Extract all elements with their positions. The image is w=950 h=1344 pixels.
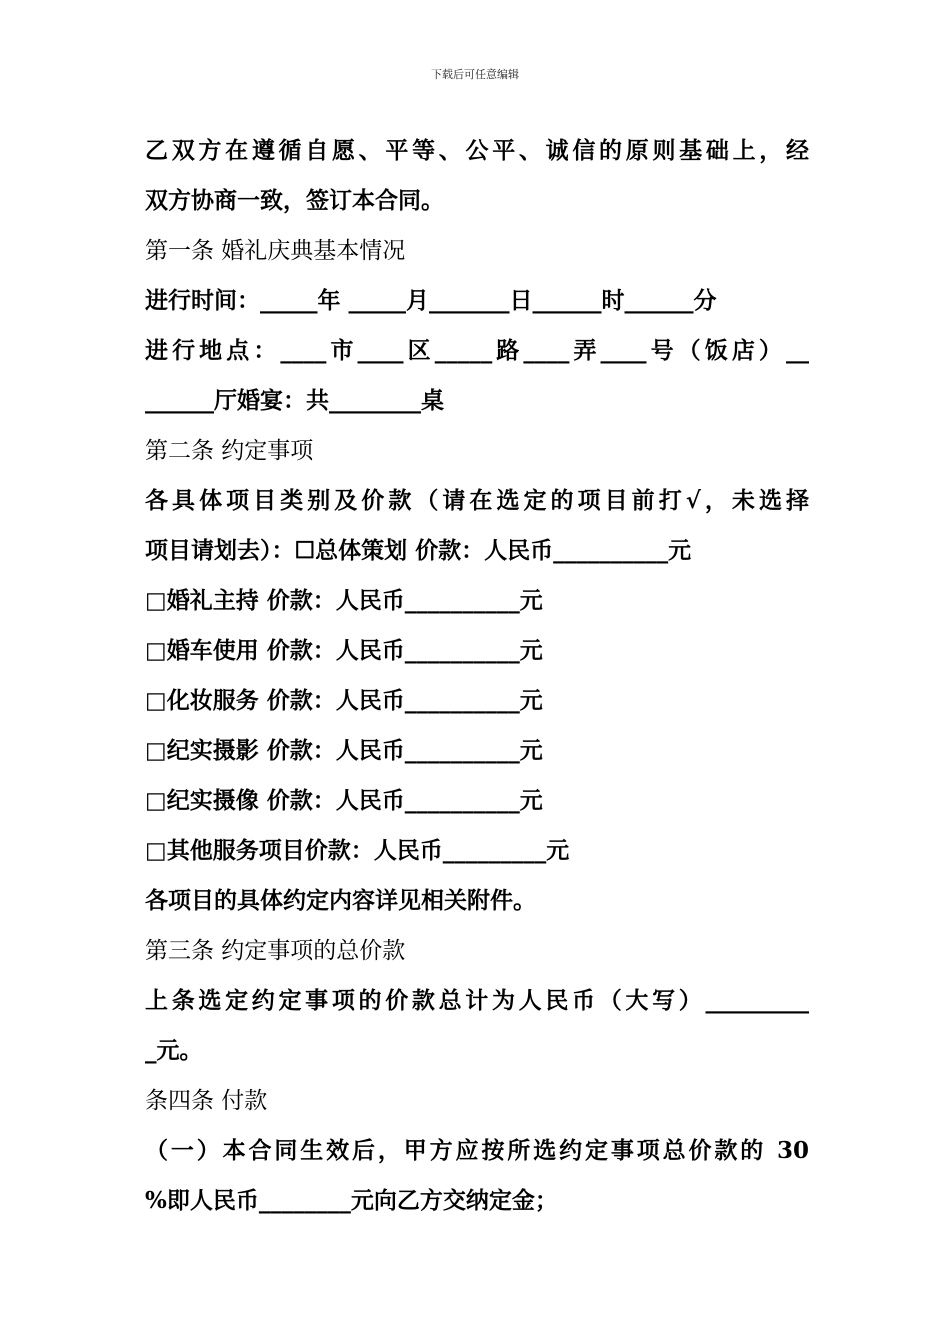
payment-line: %即人民币________元向乙方交纳定金； bbox=[145, 1187, 558, 1214]
section-heading-3: 第三条 约定事项的总价款 bbox=[145, 938, 406, 964]
paragraph-line: 各项目的具体约定内容详见相关附件。 bbox=[145, 887, 536, 914]
item-host: □婚礼主持 价款：人民币__________元 bbox=[145, 587, 543, 614]
time-fill-line: 进行时间：_____年 _____月_______日______时______分 bbox=[145, 287, 717, 314]
page-header: 下载后可任意编辑 bbox=[431, 68, 519, 81]
paragraph-line: 双方协商一致，签订本合同。 bbox=[145, 187, 444, 214]
item-planning: 项目请划去）：☐总体策划 价款：人民币__________元 bbox=[145, 537, 692, 564]
item-wedding-car: □婚车使用 价款：人民币__________元 bbox=[145, 637, 543, 664]
paragraph-line: 各具体项目类别及价款（请在选定的项目前打√，未选择 bbox=[145, 487, 809, 514]
payment-line: （一）本合同生效后，甲方应按所选约定事项总价款的 30 bbox=[145, 1137, 809, 1164]
item-photography: □纪实摄影 价款：人民币__________元 bbox=[145, 737, 543, 764]
paragraph-line: _元。 bbox=[145, 1037, 203, 1064]
item-videography: □纪实摄像 价款：人民币__________元 bbox=[145, 787, 543, 814]
section-heading-1: 第一条 婚礼庆典基本情况 bbox=[145, 238, 406, 264]
section-heading-4: 条四条 付款 bbox=[145, 1088, 268, 1114]
section-heading-2: 第二条 约定事项 bbox=[145, 438, 314, 464]
item-makeup: □化妆服务 价款：人民币__________元 bbox=[145, 687, 543, 714]
paragraph-line: 乙双方在遵循自愿、平等、公平、诚信的原则基础上，经 bbox=[145, 137, 809, 164]
banquet-fill-line: ______厅婚宴：共________桌 bbox=[145, 387, 444, 414]
item-other: □其他服务项目价款：人民币_________元 bbox=[145, 837, 570, 864]
total-price-line: 上条选定约定事项的价款总计为人民币（大写）_________ bbox=[145, 987, 809, 1014]
location-fill-line: 进行地点：____市____区_____路____弄____号（饭店）__ bbox=[145, 337, 809, 364]
